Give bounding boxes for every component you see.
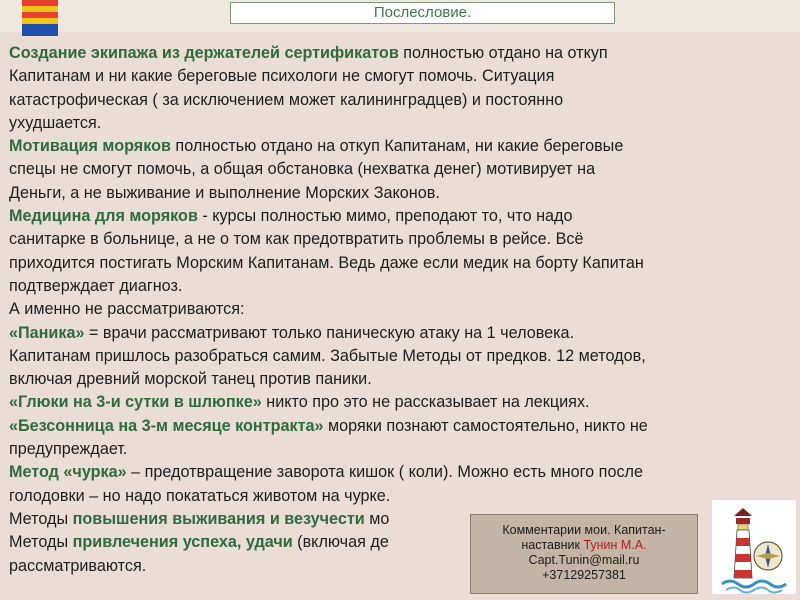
comment-box xyxy=(470,514,698,594)
body-text-segment: катастрофическая ( за исключением может калининградцев) и постоянно xyxy=(9,90,564,109)
comment-email: Capt.Tunin@mail.ru xyxy=(528,553,640,567)
body-text-segment: полностью отдано на откуп xyxy=(398,44,608,62)
body-text-segment: Капитанам пришлось разобраться самим. Забытые Методы от предков. 12 методов, xyxy=(9,346,646,365)
body-text-segment: моряки познают самостоятельно, никто не xyxy=(323,416,648,435)
lighthouse-compass-icon xyxy=(712,500,796,594)
body-line xyxy=(9,461,799,484)
body-line xyxy=(9,391,799,414)
body-text-segment: мо xyxy=(364,509,390,528)
body-text-segment: = врачи рассматривают только паническую атаку на 1 человека. xyxy=(84,323,575,342)
body-heading-text: «Паника» xyxy=(9,323,85,342)
body-line xyxy=(9,228,799,251)
comment-line-1: Комментарии мои. Капитан- xyxy=(502,523,666,537)
lighthouse-compass-svg xyxy=(712,500,796,594)
body-line xyxy=(9,135,799,158)
body-line xyxy=(9,65,799,88)
body-line xyxy=(9,275,799,298)
body-text-segment: - курсы полностью мимо, преподают то, что надо xyxy=(197,207,573,226)
body-text-segment: А именно не рассматриваются: xyxy=(9,300,245,319)
body-heading-text: повышения выживания и везучести xyxy=(72,509,365,528)
body-line xyxy=(9,438,799,461)
body-text-segment: приходится постигать Морским Капитанам. Ведь даже если медик на борту Капитан xyxy=(9,253,644,272)
body-line xyxy=(9,205,799,228)
body-line xyxy=(9,42,799,65)
comment-role: наставник xyxy=(521,538,584,552)
comment-line-2 xyxy=(471,538,697,553)
flag-icon xyxy=(22,0,58,36)
body-heading-text: Метод «чурка» xyxy=(9,463,127,482)
body-heading-text: Мотивация моряков xyxy=(9,137,171,156)
body-text-segment: (включая де xyxy=(292,533,389,552)
comment-author-name: Тунин М.А. xyxy=(583,538,647,552)
body-heading-text: привлечения успеха, удачи xyxy=(72,533,293,552)
body-line xyxy=(9,298,799,321)
body-text-segment: Капитанам и ни какие береговые психологи не смогут помочь. Ситуация xyxy=(9,67,555,86)
slide-title: Послесловие. xyxy=(230,2,615,24)
body-text-segment: подтверждает диагноз. xyxy=(9,276,183,295)
body-text-segment: Методы xyxy=(9,509,73,528)
body-line xyxy=(9,322,799,345)
body-line xyxy=(9,368,799,391)
body-text-segment: санитарке в больнице, а не о том как предотвратить проблемы в рейсе. Всё xyxy=(9,230,584,249)
body-line xyxy=(9,345,799,368)
body-line xyxy=(9,485,799,508)
comment-phone: +37129257381 xyxy=(542,568,626,582)
body-text-segment: полностью отдано на откуп Капитанам, ни какие береговые xyxy=(170,137,624,156)
body-heading-text: «Глюки на 3-и сутки в шлюпке» xyxy=(9,393,262,412)
body-text-segment: ухудшается. xyxy=(9,113,102,132)
body-text-segment: Деньги, а не выживание и выполнение Морских Законов. xyxy=(9,183,440,202)
body-text-segment: Методы xyxy=(9,533,73,552)
slide-body xyxy=(9,42,799,578)
body-text-segment: голодовки – но надо покататься животом на чурке. xyxy=(9,486,391,505)
body-text-segment: спецы не смогут помочь, а общая обстановка (нехватка денег) мотивирует на xyxy=(9,160,596,179)
body-line xyxy=(9,89,799,112)
body-line xyxy=(9,415,799,438)
body-line xyxy=(9,158,799,181)
body-line xyxy=(9,112,799,135)
body-heading-text: Медицина для моряков xyxy=(9,207,198,226)
body-heading-text: Создание экипажа из держателей сертификатов xyxy=(9,44,399,62)
body-text-segment: никто про это не рассказывает на лекциях. xyxy=(261,393,590,412)
body-line xyxy=(9,252,799,275)
body-text-segment: включая древний морской танец против паники. xyxy=(9,370,372,389)
body-line xyxy=(9,182,799,205)
body-text-segment: – предотвращение заворота кишок ( коли). Можно есть много после xyxy=(126,463,643,482)
body-heading-text: «Безсонница на 3-м месяце контракта» xyxy=(9,416,324,435)
body-text-segment: рассматриваются. xyxy=(9,556,147,575)
body-text-segment: предупреждает. xyxy=(9,440,128,459)
